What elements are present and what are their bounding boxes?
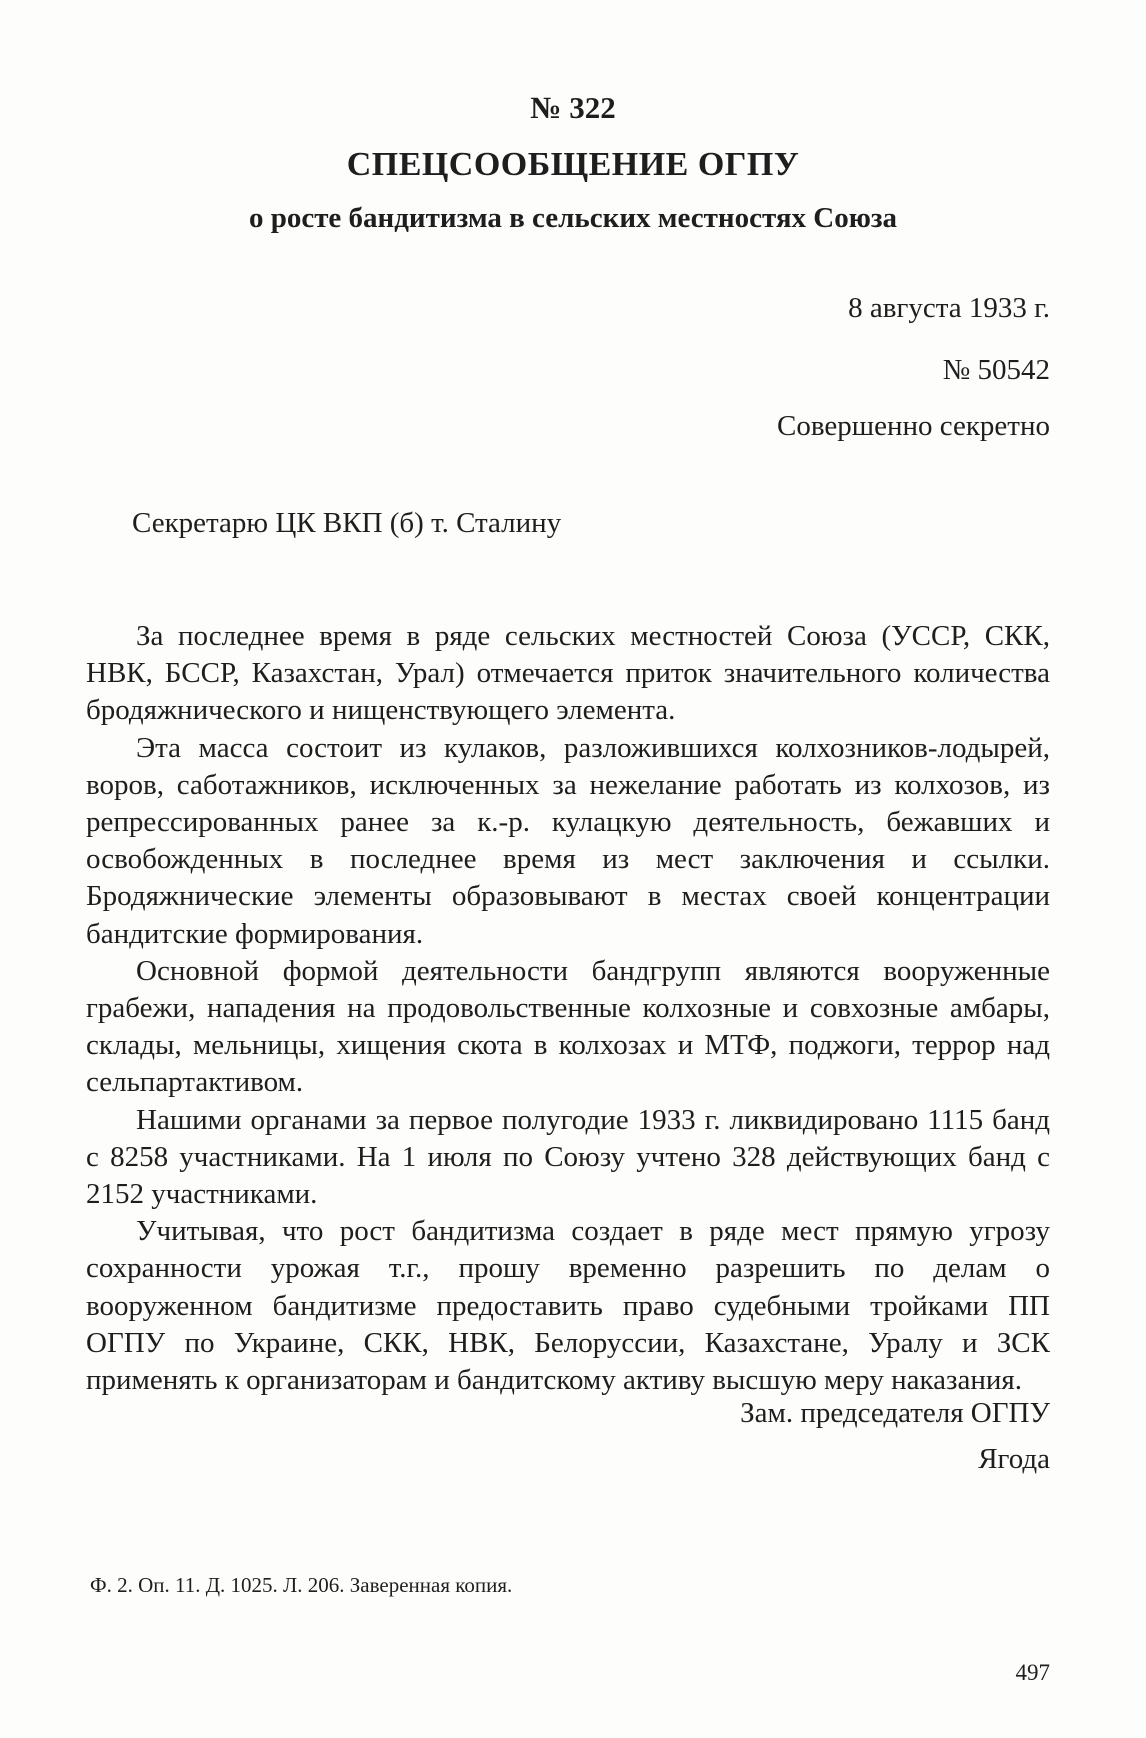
body-paragraph: За последнее время в ряде сельских местностей Союза (УССР, СКК, НВК, БССР, Казахстан, Урал) отмечается приток значительного количества бродяжнического и нищенствующего элемента. [86,620,1050,727]
registration-number: № 50542 [942,354,1050,386]
document-title: СПЕЦСООБЩЕНИЕ ОГПУ [346,146,800,183]
body-paragraph: Основной формой деятельности бандгрупп являются вооруженные грабежи, нападения на продовольственные колхозные и совхозные амбары, склады, мельницы, хищения скота в колхозах и МТФ, поджоги, террор над сельпартактивом. [86,954,1050,1099]
signatory-name: Ягода [978,1443,1050,1475]
archival-source-note: Ф. 2. Оп. 11. Д. 1025. Л. 206. Заверенная копия. [90,1573,513,1597]
document-subtitle: о росте бандитизма в сельских местностях Союза [248,202,898,234]
document-body [86,618,1050,1399]
signatory-position: Зам. председателя ОГПУ [740,1397,1050,1429]
body-paragraph: Нашими органами за первое полугодие 1933 г. ликвидировано 1115 банд с 8258 участниками. На 1 июля по Союзу учтено 328 действующих банд с 2152 участниками. [86,1103,1050,1211]
classification-label: Совершенно секретно [777,410,1050,442]
signature-block [740,1390,1050,1482]
page-number: 497 [1015,1660,1050,1685]
addressee: Секретарю ЦК ВКП (б) т. Сталину [132,507,562,539]
body-paragraph: Учитывая, что рост бандитизма создает в ряде мест прямую угрозу сохранности урожая т.г., прошу временно разрешить по делам о вооруженном бандитизме предоставить право судебными тройками ПП ОГПУ по Украине, СКК, НВК, Белоруссии, Казахстане, Уралу и ЗСК применять к организаторам и бандитскому активу высшую меру наказания. [86,1215,1050,1397]
document-number: № 322 [530,90,616,125]
body-paragraph: Эта масса состоит из кулаков, разложившихся колхозников-лодырей, воров, саботажников, исключенных за нежелание работать из колхозов, из репрессированных ранее за к.-р. кулацкую деятельность, бежавших и освобожденных в последнее время из мест заключения и ссылки. Бродяжнические элементы образовывают в местах своей концентрации бандитские формирования. [86,731,1050,950]
document-date: 8 августа 1933 г. [848,292,1050,324]
